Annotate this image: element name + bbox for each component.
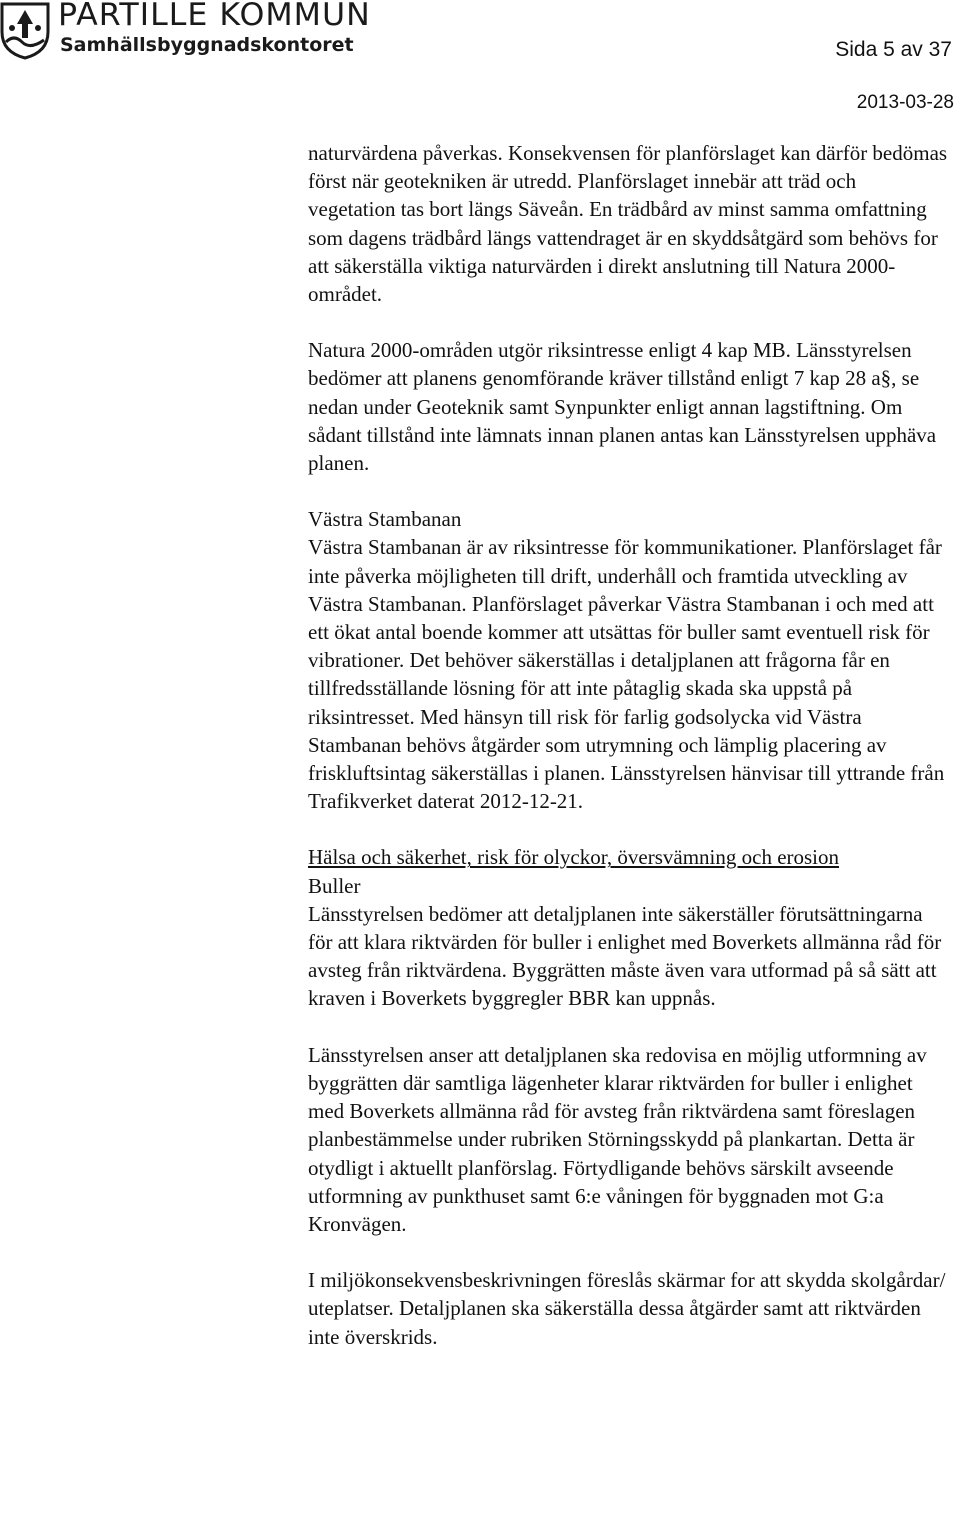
partille-crest-icon [0,2,50,60]
document-body [308,139,948,1351]
letterhead-logo [0,0,400,64]
paragraph-natura-values: naturvärdena påverkas. Konsekvensen för planförslaget kan därför bedömas först när geotekniken är utredd. Planförslaget innebär att träd och vegetation tas bort längs Säveån. En trädbård av minst samma omfattning som dagens trädbård längs vattendraget är en skyddsåtgärd som behövs for att säkerställa viktiga naturvärden i direkt anslutning till Natura 2000-området. [308,141,948,307]
page-number: Sida 5 av 37 [835,38,952,61]
paragraph-noise-screens: I miljökonsekvensbeskrivningen föreslås skärmar for att skydda skolgårdar/ uteplatser. Detaljplanen ska säkerställa dessa åtgärder samt att riktvärden inte överskrids. [308,1268,946,1349]
subheading-buller: Buller [308,873,361,898]
department-name: Samhällsbyggnadskontoret [60,34,354,56]
paragraph-natura-interest: Natura 2000-områden utgör riksintresse enligt 4 kap MB. Länsstyrelsen bedömer att planens genomförande kräver tillstånd enligt 7 kap 28 a§, se nedan under Geoteknik samt Synpunkter enligt annan lagstiftning. Om sådant tillstånd inte lämnats innan planen antas kan Länsstyrelsen upphäva planen. [308,338,937,476]
document-date: 2013-03-28 [856,92,954,113]
section-heading-health-safety: Hälsa och säkerhet, risk för olyckor, översvämning och erosion [308,845,840,870]
organization-name: PARTILLE KOMMUN [58,0,371,33]
paragraph-buller: Länsstyrelsen bedömer att detaljplanen inte säkerställer förutsättningarna för att klara riktvärden för buller i enlighet med Boverkets allmänna råd för avsteg från riktvärdena. Byggrätten måste även vara utformad på så sätt att kraven i Boverkets byggregler BBR kan uppnås. [308,901,942,1011]
subheading-vastra-stambanan: Västra Stambanan [308,507,462,532]
paragraph-vastra-stambanan: Västra Stambanan är av riksintresse för kommunikationer. Planförslaget får inte påverka möjligheten till drift, underhåll och framtida utveckling av Västra Stambanan. Planförslaget påverkar Västra Stambanan i och med att ett ökat antal boende kommer att utsättas för buller samt eventuell risk för vibrationer. Det behöver säkerställas i detaljplanen att frågorna får en tillfredsställande lösning för att inte påtaglig skada ska uppstå på riksintresset. Med hänsyn till risk för farlig godsolycka vid Västra Stambanan behövs åtgärder som utrymning och lämplig placering av friskluftsintag säkerställas i planen. Länsstyrelsen hänvisar till yttrande från Trafikverket daterat 2012-12-21. [308,535,945,814]
paragraph-noise-layout: Länsstyrelsen anser att detaljplanen ska redovisa en möjlig utformning av byggrätten där samtliga lägenheter klarar riktvärden for buller i enlighet med Boverkets allmänna råd för avsteg från riktvärdena samt föreslagen planbestämmelse under rubriken Störningsskydd på plankartan. Detta är otydligt i aktuellt planförslag. Förtydligande behövs särskilt avseende utformning av punkthuset samt 6:e våningen för byggnaden mot G:a Kronvägen. [308,1042,927,1236]
